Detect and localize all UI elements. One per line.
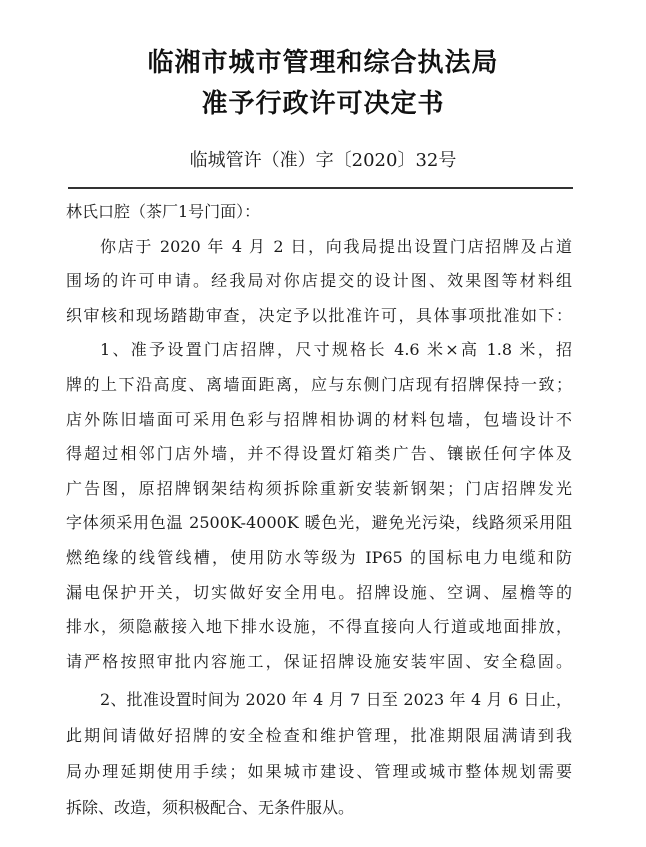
text-line: 牌的上下沿高度、离墙面距离，应与东侧门店现有招牌保持一致； (66, 374, 572, 394)
document-number: 临城管许（准）字〔2020〕32号 (189, 150, 457, 171)
text-line: 局办理延期使用手续；如果城市建设、管理或城市整体规划需要 (66, 762, 572, 782)
item-2-paragraph (66, 682, 572, 826)
text-line: 字体须采用色温 2500K-4000K 暖色光，避免光污染，线路须采用阻 (66, 513, 572, 533)
document-body (66, 195, 572, 826)
text-line: 广告图，原招牌钢架结构须拆除重新安装新钢架；门店招牌发光 (66, 478, 572, 498)
intro-paragraph (66, 230, 572, 334)
header-divider (68, 187, 573, 189)
text-line: 燃绝缘的线管线槽，使用防水等级为 IP65 的国标电力电缆和防 (66, 547, 572, 567)
text-line: 此期间请做好招牌的安全检查和维护管理，批准期限届满请到我 (66, 726, 572, 746)
text-line: 2、批准设置时间为 2020 年 4 月 7 日至 2023 年 4 月 6 日止， (100, 690, 572, 710)
text-line: 请严格按照审批内容施工，保证招牌设施安装牢固、安全稳固。 (66, 651, 572, 671)
text-line: 漏电保护开关，切实做好安全用电。招牌设施、空调、屋檐等的 (66, 582, 572, 602)
text-line: 得超过相邻门店外墙，并不得设置灯箱类广告、镶嵌任何字体及 (66, 444, 572, 464)
text-line: 拆除、改造，须积极配合、无条件服从。 (66, 798, 355, 818)
text-line: 围场的许可申请。经我局对你店提交的设计图、效果图等材料组 (66, 271, 572, 291)
item-1-paragraph (66, 333, 572, 679)
issuing-authority-title: 临湘市城市管理和综合执法局 (147, 48, 499, 78)
text-line: 店外陈旧墙面可采用色彩与招牌相协调的材料包墙，包墙设计不 (66, 409, 572, 429)
text-line: 织审核和现场踏勘审查，决定予以批准许可，具体事项批准如下： (66, 305, 572, 325)
document-title: 准予行政许可决定书 (201, 89, 445, 119)
text-line: 你店于 2020 年 4 月 2 日，向我局提出设置门店招牌及占道 (100, 236, 572, 256)
text-line: 排水，须隐蔽接入地下排水设施，不得直接向人行道或地面排放， (66, 617, 572, 637)
text-line: 1、准予设置门店招牌，尺寸规格长 4.6 米×高 1.8 米，招 (100, 340, 572, 360)
addressee: 林氏口腔（茶厂1号门面）： (66, 202, 261, 221)
